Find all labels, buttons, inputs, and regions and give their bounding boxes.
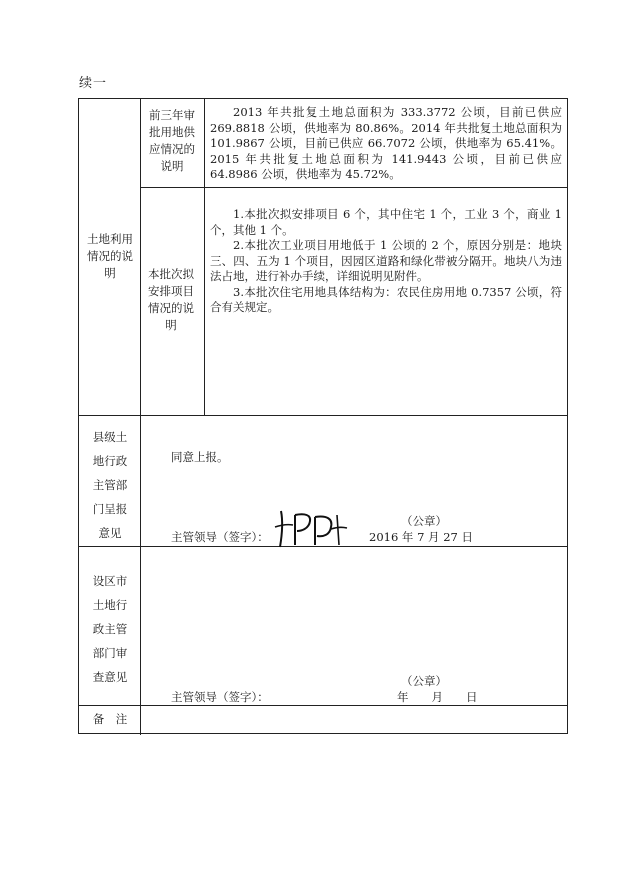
current-batch-paragraph: 1.本批次拟安排项目 6 个，其中住宅 1 个，工业 3 个，商业 1 个，其他 1 个。 xyxy=(210,207,562,237)
land-use-label: 土地利用情况的说明 xyxy=(87,232,133,280)
prior-years-paragraph: 2013 年共批复土地总面积为 333.3772 公顷，目前已供应 269.8818 公顷，供地率为 80.86%。2014 年共批复土地总面积为 101.9867 公顷，目前已供应 66.7072 公顷，供地率为 65.41%。2015 年共批复土地总面积为 141.9443 公顷，目前已供应 64.8986 公顷，供地率为 45.72%。 xyxy=(210,105,562,181)
current-batch-text xyxy=(210,207,562,316)
prior-years-label: 前三年审批用地供应情况的说明 xyxy=(149,108,195,173)
current-batch-label: 本批次拟安排项目情况的说明 xyxy=(148,267,194,332)
county-opinion-label: 县级土地行政主管部门呈报意见 xyxy=(92,430,128,540)
column-divider xyxy=(140,99,141,735)
current-batch-paragraph: 2.本批次工业项目用地低于 1 公顷的 2 个，原因分别是：地块三、四、五为 1 个项目，因园区道路和绿化带被分隔开。地块八为违法占地，进行补办手续，详细说明见附件。 xyxy=(210,238,562,283)
signature-mark xyxy=(271,505,351,551)
remarks-label: 备 注 xyxy=(92,712,128,726)
column-divider xyxy=(204,99,205,415)
row-divider xyxy=(79,415,568,416)
city-signer-label: 主管领导（签字）： xyxy=(171,690,269,704)
page-title: 续一 xyxy=(79,76,108,91)
city-date: 年 月 日 xyxy=(397,690,478,704)
county-seal: （公章） xyxy=(401,514,447,528)
form-table xyxy=(78,98,568,734)
city-seal: （公章） xyxy=(401,674,447,688)
county-signer-label: 主管领导（签字）： xyxy=(171,530,269,544)
county-date: 2016 年 7 月 27 日 xyxy=(369,530,473,544)
city-opinion-label: 设区市土地行政主管部门审查意见 xyxy=(92,574,128,684)
row-divider xyxy=(79,705,568,706)
prior-years-text xyxy=(210,105,562,183)
current-batch-paragraph: 3.本批次住宅用地具体结构为：农民住房用地 0.7357 公顷，符合有关规定。 xyxy=(210,284,562,314)
county-opinion-text: 同意上报。 xyxy=(171,450,229,464)
